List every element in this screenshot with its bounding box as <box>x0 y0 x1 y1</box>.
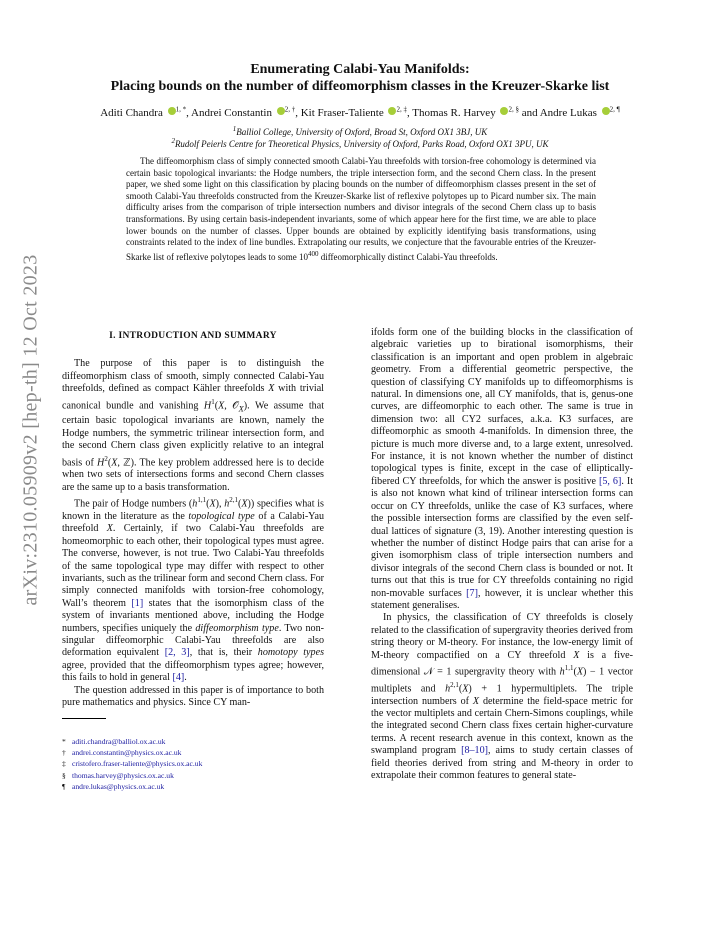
author: Kit Fraser-Taliente $^{2, \ddagger}$, <box>300 105 413 119</box>
author: Andrei Constantin $^{2, \dagger}$, <box>191 105 301 119</box>
affiliation-2: $^2$Rudolf Peierls Centre for Theoretical Physics, University of Oxford, Parks Road, Oxford OX1 3PU, UK <box>171 137 549 149</box>
orcid-icon[interactable] <box>602 107 610 115</box>
arxiv-watermark <box>14 195 48 665</box>
author: Thomas R. Harvey $^{2, \S}$ and <box>412 105 540 119</box>
affiliation-1: $^1$Balliol College, University of Oxford, Broad St, Oxford OX1 3BJ, UK <box>232 125 488 137</box>
footnote: † andrei.constantin@physics.ox.ac.uk <box>62 748 182 758</box>
arxiv-id: arXiv:2310.05909v2 [hep-th] 12 Oct 2023 <box>19 254 42 606</box>
abstract: The diffeomorphism class of simply connected smooth Calabi-Yau threefolds with torsion-free cohomology is determined via certain basic topological invariants: the Hodge numbers, the triple intersection form, and the second Chern class. In the present paper, we shed some light on this classification by placing bounds on the number of diffeomorphism classes present in the set of smooth Calabi-Yau threefolds constructed from the Kreuzer-Skarke list of reflexive polytopes up to Picard number six. The main difficulty arises from the comparison of triple intersection numbers and divisor integrals of the second Chern class up to basis transformations. By using certain basis-independent invariants, some of which appear here for the first time, we are able to place lower bounds on the number of classes. Upper bounds are obtained by explicitly identifying basis transformations, using constraints related to the index of line bundles. Extrapolating our results, we conjecture that the favourable entries of the Kreuzer-Skarke list of reflexive polytopes leads to some $10^{400}$ diffeomorphically distinct Calabi-Yau threefolds. <box>126 156 596 262</box>
footnote: * aditi.chandra@balliol.ox.ac.uk <box>62 737 166 746</box>
email-link[interactable]: aditi.chandra@balliol.ox.ac.uk <box>72 737 166 746</box>
email-link[interactable]: thomas.harvey@physics.ox.ac.uk <box>72 770 174 780</box>
paragraph: The purpose of this paper is to distinguish the diffeomorphism class of smooth, simply connected Calabi-Yau threefolds, defined as compact Kähler threefolds X with trivial canonical bundle and vanishing $H^1(X$, 𝒪$_X$). We assume that certain basic topological invariants are known, namely the Hodge numbers, the symmetric trilinear intersection form, and the second Chern class given explicitly relative to an integral basis of $H^2(X$, ℤ). The key problem addressed here is to decide when two sets of intersections forms and second Chern classes are the same up to a basis transformation. <box>62 358 324 493</box>
footnote: ‡ cristofero.fraser-taliente@physics.ox.ac.uk <box>62 759 203 769</box>
orcid-icon[interactable] <box>168 107 176 115</box>
author: Aditi Chandra $^{1, *}$, <box>100 105 191 119</box>
footnote-rule <box>62 718 106 719</box>
orcid-icon[interactable] <box>277 107 285 115</box>
footnote: § thomas.harvey@physics.ox.ac.uk <box>62 770 174 780</box>
paragraph: The pair of Hodge numbers ($h^{1,1}(X)$, $h^{2,1}(X)$) specifies what is known in the literature as the topological type of a Calabi-Yau threefold X. Certainly, if two Calabi-Yau threefolds are homeomorphic to each other, their topological types must agree. The converse, however, is not true. Two Calabi-Yau threefolds of the same topological type may differ with respect to other invariants, such as the trilinear form and second Chern class. For simply connected manifolds with torsion-free cohomology, Wall’s theorem [1] states that the isomorphism class of the system of invariants mentioned above, including the Hodge numbers, specifies uniquely the diffeomorphism type. Two non-singular diffeomorphic Calabi-Yau threefolds are also deformation equivalent [2, 3], that is, their homotopy types agree, provided that the diffeomorphism types agree; however, this fails to hold in general [4]. <box>62 496 324 684</box>
email-link[interactable]: andre.lukas@physics.ox.ac.uk <box>72 781 165 791</box>
title-line-2: Placing bounds on the number of diffeomorphism classes in the Kreuzer-Skarke list <box>110 79 610 94</box>
title-line-1: Enumerating Calabi-Yau Manifolds: <box>250 62 470 77</box>
right-column <box>371 327 633 782</box>
section-heading: I. INTRODUCTION AND SUMMARY <box>109 331 277 341</box>
left-column <box>62 326 324 709</box>
email-link[interactable]: cristofero.fraser-taliente@physics.ox.ac.uk <box>72 759 203 769</box>
footnotes <box>62 736 324 792</box>
paragraph: In physics, the classification of CY threefolds is closely related to the classification of supergravity theories derived from string theory or M-theory. For instance, the low-energy limit of M-theory compactified on a CY threefold X is a five-dimensional 𝒩 = 1 supergravity theory with $h^{1,1}(X) - 1$ vector multiplets and $h^{2,1}(X) + 1$ hypermultiplets. The triple intersection numbers of X determine the field-space metric for the vector multiplets and certain Chern-Simons couplings, while the integrated second Chern class fixes certain higher-curvature terms. A recent research avenue in this context, known as the swampland program [8–10], aims to study certain classes of field theories derived from string and M-theory in order to extrapolate their common features to general state- <box>371 612 634 781</box>
author-list <box>40 105 680 119</box>
author: Andre Lukas $^{2, \P}$ <box>539 105 620 119</box>
footnote: ¶ andre.lukas@physics.ox.ac.uk <box>62 781 165 791</box>
email-link[interactable]: andrei.constantin@physics.ox.ac.uk <box>72 748 182 758</box>
paragraph: The question addressed in this paper is of importance to both pure mathematics and physics. Since CY man- <box>62 684 324 709</box>
paragraph: ifolds form one of the building blocks in the classification of algebraic varieties up to birational isomorphisms, their classification is an important and open problem in algebraic geometry. From a differential geometric perspective, the question of classifying CY manifolds up to diffeomorphisms is natural. In dimensions one, all CY manifolds, that is, genus-one curves, are diffeomorphic to each other. The same is true in dimension two: all CY2 surfaces, a.k.a. K3 surfaces, are diffeomorphic as smooth 4-manifolds. In dimension three, the picture is much more diverse and, to a large extent, unresolved. For instance, it is not known whether the number of distinct topological types is finite, except in the case of elliptically-fibered CY threefolds, for which the answer is positive [5, 6]. It is also not known what kind of trilinear intersection forms can occur on CY threefolds, unlike the case of K3 surfaces, where the possible intersection forms are classified by the even self-dual lattices of signature (3, 19). Another interesting question is whether the number of distinct Hodge pairs that can arise for a given isomorphism class of triple intersection numbers and divisor integrals of the second Chern class is bounded or not. It turns out that this is true for CY threefolds containing no rigid non-movable surfaces [7], however, it is unclear whether this statement generalises. <box>371 327 634 611</box>
